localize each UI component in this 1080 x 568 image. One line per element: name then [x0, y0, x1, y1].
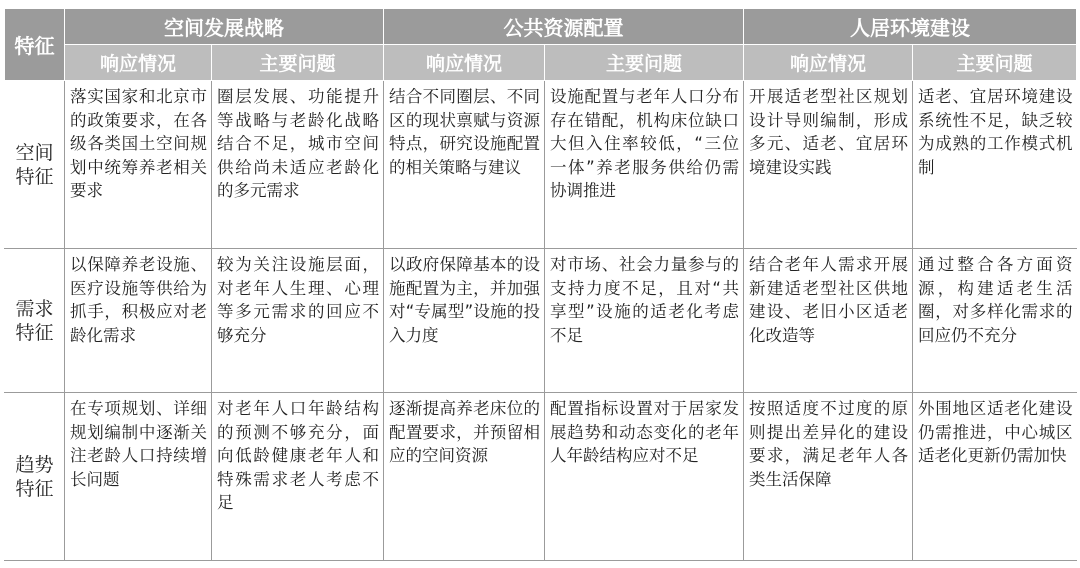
table-cell: 较为关注设施层面，对老年人生理、心理等多元需求的回应不够充分 — [212, 249, 384, 393]
table-cell: 适老、宜居环境建设系统性不足，缺乏较为成熟的工作模式机制 — [913, 81, 1077, 249]
row-label-line: 空间 — [15, 141, 54, 164]
row-label-line: 特征 — [15, 321, 54, 344]
table-row-demand — [5, 249, 1077, 393]
table-cell: 以政府保障基本的设施配置为主，并加强对“专属型”设施的投入力度 — [384, 249, 545, 393]
row-label-line: 特征 — [15, 477, 54, 500]
table-cell: 圈层发展、功能提升等战略与老龄化战略结合不足，城市空间供给尚未适应老龄化的多元需求 — [212, 81, 384, 249]
header-feature: 特征 — [5, 9, 65, 81]
header-row-groups — [5, 9, 1077, 45]
table-cell: 配置指标设置对于居家发展趋势和动态变化的老年人年龄结构应对不足 — [545, 393, 744, 561]
header-response: 响应情况 — [65, 45, 212, 81]
table-cell: 外围地区适老化建设仍需推进，中心城区适老化更新仍需加快 — [913, 393, 1077, 561]
comparison-table-wrapper — [4, 8, 1076, 560]
header-problems: 主要问题 — [545, 45, 744, 81]
table-cell: 在专项规划、详细规划编制中逐渐关注老龄人口持续增长问题 — [65, 393, 212, 561]
header-group-public-resources: 公共资源配置 — [384, 9, 744, 45]
table-cell: 以保障养老设施、医疗设施等供给为抓手，积极应对老龄化需求 — [65, 249, 212, 393]
header-response: 响应情况 — [384, 45, 545, 81]
table-cell: 设施配置与老年人口分布存在错配，机构床位缺口大但入住率较低，“三位一体”养老服务供给仍需协调推进 — [545, 81, 744, 249]
row-label-line: 特征 — [15, 165, 54, 188]
row-label-demand — [5, 249, 65, 393]
header-problems: 主要问题 — [913, 45, 1077, 81]
table-row-trend — [5, 393, 1077, 561]
table-cell: 对老年人口年龄结构的预测不够充分，面向低龄健康老年人和特殊需求老人考虑不足 — [212, 393, 384, 561]
table-cell: 结合老年人需求开展新建适老型社区供地建设、老旧小区适老化改造等 — [744, 249, 913, 393]
table-cell: 对市场、社会力量参与的支持力度不足，且对“共享型”设施的适老化考虑不足 — [545, 249, 744, 393]
row-label-line: 需求 — [15, 297, 54, 320]
header-problems: 主要问题 — [212, 45, 384, 81]
header-response: 响应情况 — [744, 45, 913, 81]
comparison-table — [4, 8, 1077, 561]
row-label-line: 趋势 — [15, 453, 54, 476]
row-label-spatial — [5, 81, 65, 249]
table-cell: 逐渐提高养老床位的配置要求，并预留相应的空间资源 — [384, 393, 545, 561]
table-cell: 开展适老型社区规划设计导则编制，形成多元、适老、宜居环境建设实践 — [744, 81, 913, 249]
table-cell: 落实国家和北京市的政策要求，在各级各类国土空间规划中统筹养老相关要求 — [65, 81, 212, 249]
header-group-spatial-strategy: 空间发展战略 — [65, 9, 384, 45]
table-row-spatial — [5, 81, 1077, 249]
table-cell: 通过整合各方面资源，构建适老生活圈，对多样化需求的回应仍不充分 — [913, 249, 1077, 393]
header-row-subcolumns — [5, 45, 1077, 81]
table-cell: 按照适度不过度的原则提出差异化的建设要求，满足老年人各类生活保障 — [744, 393, 913, 561]
row-label-trend — [5, 393, 65, 561]
table-cell: 结合不同圈层、不同区的现状禀赋与资源特点，研究设施配置的相关策略与建议 — [384, 81, 545, 249]
header-group-living-environment: 人居环境建设 — [744, 9, 1077, 45]
